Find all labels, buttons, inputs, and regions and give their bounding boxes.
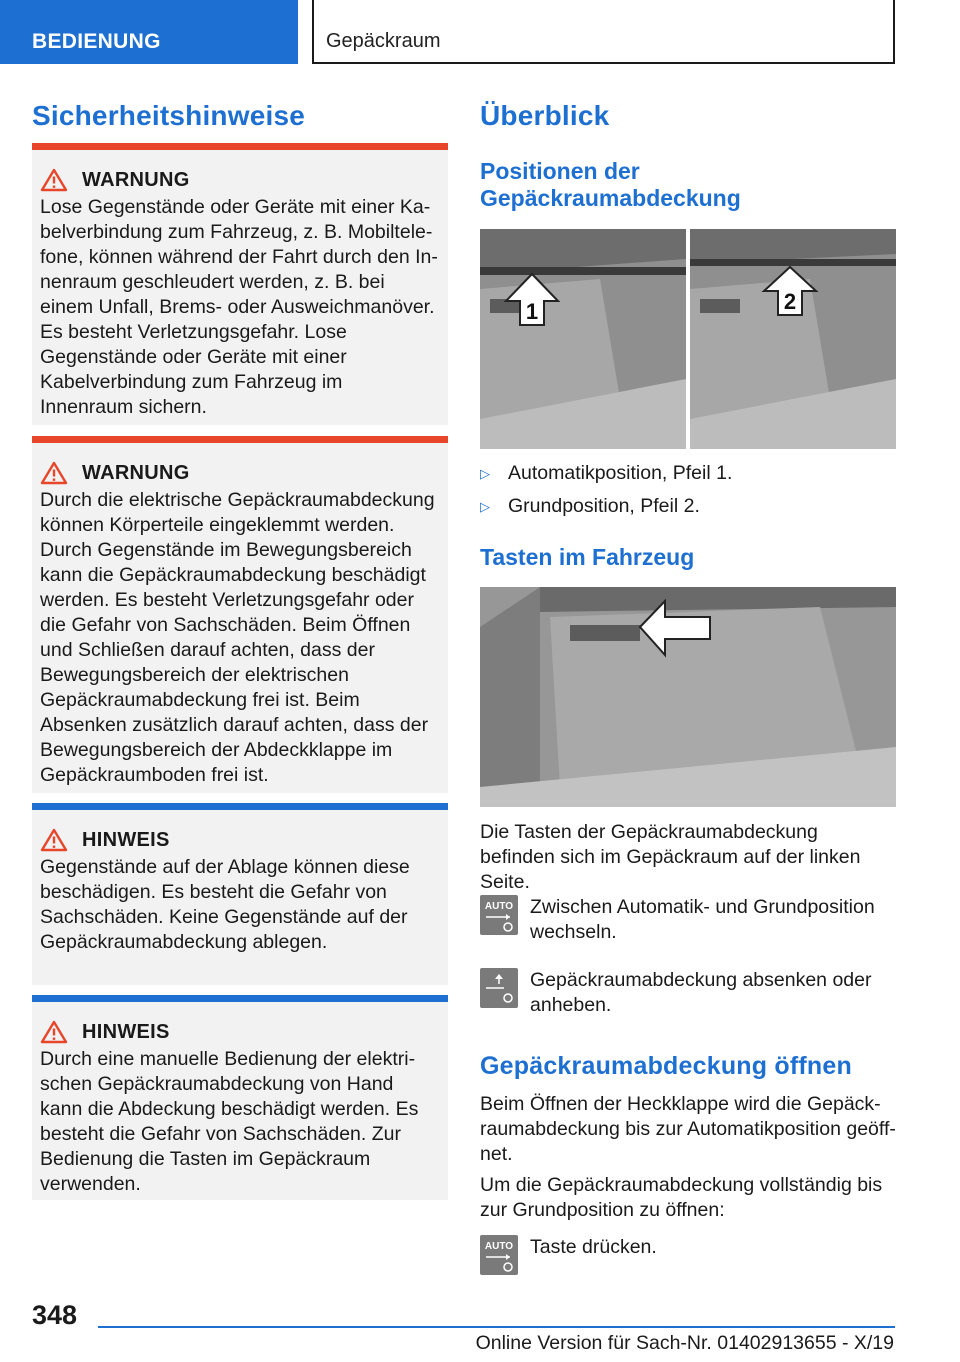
- warning-label: WARNUNG: [82, 168, 190, 191]
- arrow-label-2: 2: [783, 289, 797, 314]
- open-paragraph-2: Um die Gepäckraumabdeckung vollständig bis zur Grundposition zu öffnen:: [480, 1174, 883, 1221]
- warning-icon: [40, 461, 68, 485]
- warning-box-1: [32, 143, 448, 425]
- warning-box-2: [32, 436, 448, 793]
- svg-text:AUTO: AUTO: [484, 1241, 514, 1252]
- right-column: [480, 100, 896, 1258]
- footer-version: Online Version für Sach-Nr. 01402913655 - X/19: [475, 1332, 894, 1354]
- lower-raise-button-text: Gepäckraumabdeckung absenken oder anheben.: [530, 969, 872, 1016]
- open-paragraph-1: Beim Öffnen der Heckklappe wird die Gepäckraumabdeckung bis zur Automatikposition geöffnet.: [480, 1093, 896, 1165]
- arrow-label-1: 1: [525, 299, 539, 324]
- warning-text: Lose Gegenstände oder Geräte mit einer Kabelverbindung zum Fahrzeug, z. B. Mobiltelefone, können während der Fahrt durch den Innenraum geschleudert werden, z. B. bei einem Unfall, Brems- oder Ausweichmanöver. Es besteht Verletzungsgefahr. Lose Gegenstände oder Geräte mit einer Kabelverbindung zum Fahrzeug im Innenraum sichern.: [40, 196, 438, 418]
- safety-title: Sicherheitshinweise: [32, 100, 306, 131]
- chapter-title: Gepäckraum: [312, 0, 895, 64]
- triangle-bullet-icon: ▷: [480, 499, 490, 514]
- warning-icon: [40, 168, 68, 192]
- buttons-description: Die Tasten der Gepäckraumabdeckung befinden sich im Gepäckraum auf der linken Seite.: [480, 821, 861, 893]
- page-number: 348: [32, 1300, 78, 1330]
- hint-box-2: [32, 995, 448, 1200]
- warning-text: Durch die elektrische Gepäckraumabdeckung können Körperteile eingeklemmt werden. Durch Gegenstände im Bewegungsbereich kann die Gepäckraumabdeckung beschädigt werden. Es besteht Verletzungsgefahr oder die Gefahr von Sachschäden. Beim Öffnen und Schließen darauf achten, dass der Bewegungsbereich der elektrischen Gepäckraumabdeckung frei ist. Beim Absenken zusätzlich darauf achten, dass der Bewegungsbereich der Abdeckklappe im Gepäckraumboden frei ist.: [40, 489, 435, 786]
- svg-text:AUTO: AUTO: [484, 901, 514, 912]
- positions-subtitle: Positionen der Gepäckraumabdeckung: [480, 158, 741, 211]
- trunk-photo-position-1: [480, 229, 686, 449]
- hint-box-1: [32, 803, 448, 985]
- footer-divider: [98, 1326, 895, 1328]
- open-cover-title: Gepäckraumabdeckung öffnen: [480, 1052, 852, 1080]
- press-button-step: Taste drücken.: [530, 1236, 657, 1258]
- hint-label: HINWEIS: [82, 828, 170, 851]
- triangle-bullet-icon: ▷: [480, 466, 490, 481]
- buttons-subtitle: Tasten im Fahrzeug: [480, 544, 695, 570]
- warning-icon: [40, 1020, 68, 1044]
- auto-button-icon: [480, 895, 518, 935]
- trunk-photo-position-2: [690, 229, 896, 449]
- section-tab: BEDIENUNG: [0, 0, 298, 64]
- auto-button-icon: [480, 1235, 518, 1275]
- left-column: [32, 100, 448, 1195]
- auto-button-text: Zwischen Automatik- und Grundposition wechseln.: [530, 896, 875, 943]
- trunk-buttons-photo: [480, 587, 896, 807]
- bullet-automatic: ▷ Automatikposition, Pfeil 1.: [480, 462, 733, 484]
- lower-raise-button-icon: [480, 968, 518, 1008]
- bullet-base: ▷ Grundposition, Pfeil 2.: [480, 495, 700, 517]
- warning-icon: [40, 828, 68, 852]
- hint-text: Gegenstände auf der Ablage können diese beschädigen. Es besteht die Gefahr von Sachschäden. Keine Gegenstände auf der Gepäckraumabdeckung ablegen.: [40, 856, 410, 953]
- warning-label: WARNUNG: [82, 461, 190, 484]
- overview-title: Überblick: [480, 100, 610, 131]
- hint-label: HINWEIS: [82, 1020, 170, 1043]
- hint-text: Durch eine manuelle Bedienung der elektrischen Gepäckraumabdeckung von Hand kann die Abdeckung beschädigt werden. Es besteht die Gefahr von Sachschäden. Zur Bedienung die Tasten im Gepäckraum verwenden.: [40, 1048, 419, 1195]
